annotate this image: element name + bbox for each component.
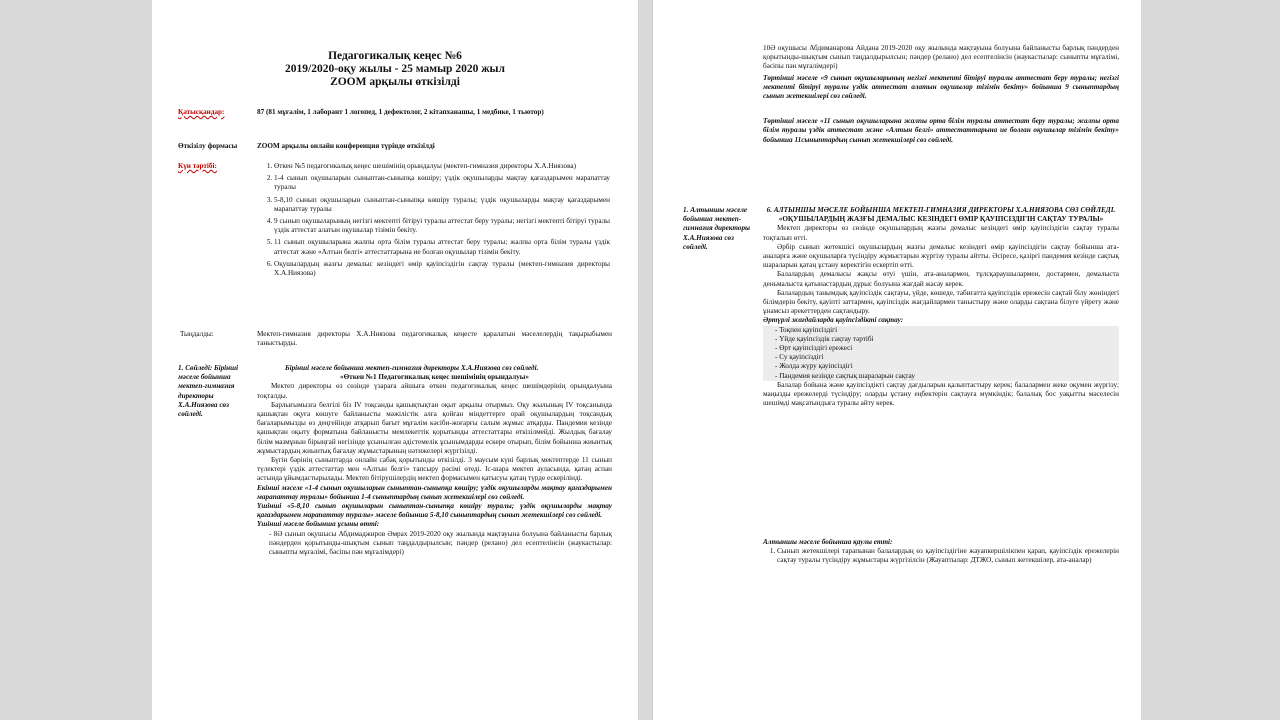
document-page-right — [652, 0, 1141, 720]
section6-after: Балалар бойына және қауіпсіздікті сақтау дағдыларын қалыптастыру керек; балалармен жеке оқумен жүргізу; маңызды ережелерді түсіндіру; оларды ұстану еңбектерін сақтауға мүмкіндік; балалық бос уақытты мәселесін шешімді мақсатындыға туралы айту керек. — [763, 380, 1119, 408]
right-top-block — [763, 44, 1119, 145]
section6-body — [763, 206, 1119, 408]
attendees-label: Қатысқандар: — [178, 108, 225, 116]
title-line-2: 2019/2020-оқу жылы - 25 мамыр 2020 жыл — [285, 63, 505, 75]
section6-paragraph: Мектеп директоры өз сөзінде оқушылардың жазғы демалыс кезіндегі өмір қауіпсіздігін сақтау туралы тоқталып өтті. — [763, 224, 1119, 242]
agenda-item: 2. 1-4 сынып оқушыларын сыныптан-сыныпқа көшіру; үздік оқушыларды мақтау қағаздарымен марапаттау туралы — [274, 174, 610, 192]
safety-list-item: - Өрт қауіпсіздігі ережесі — [775, 344, 1119, 353]
right-paragraph: Төртінші мәселе «9 сынып оқушыларының негізгі мектепті бітіруі туралы аттестат беру туралы; негізгі мектепті бітіруі туралы үздік аттестат алатын оқушылар тізімін бекіту» бойынша 9 сыныптардың сынып жетекшілері сөз сөйледі. — [763, 73, 1119, 101]
right-paragraph: Төртінші мәселе «11 сынып оқушыларына жалпы орта білім туралы аттестат беру туралы; жалпы орта білім туралы үздік аттестат және «Алтын белгі» аттестаттарына ие болған оқушылар тізімін бекіту» бойынша 11сыныптардың сынып жетекшілері сөз сөйледі. — [763, 117, 1119, 144]
format-text: ZOOM арқылы онлайн конференция түрінде өткізілді — [257, 142, 435, 150]
right-paragraph: 10Ә оқушысы Абдиманарова Айдана 2019-2020 оқу жылында мақтауына болуына байланысты барлық пәндерден қорытынды-шықтым сынып таңдалдырылсын; пәндер (релано) дел есептелінсін (жаукастылар: сыныпты мұғалімі, бәсіпы пән мұғалімдері) — [763, 44, 1119, 71]
section6-paragraph: Әртүрлі жағдайларда қауіпсіздікті сақтау: — [763, 316, 904, 325]
section1-paragraph: Барлығымызға белгілі біз IV тоқсанды қашықтықтан оқыт арқылы отырмыз. Оқу жылының IV тоқсанында қашықтан оқуға көшуге байланысты мәжілістік алға қойған міндеттерге орай оқушылардың тоқсандық бағаларымызды өз деңгейінде атқарып бағыт мұғалім кәсіби-жоғарғы салым жұмыс атқарды. Пандемия кезінде қашықтан оқыту форматына байланысты мемлекеттік қорытынды аттестаттары өткізілмейді. Жылдық бағалау білім мазмұнын бірыңғай негізінде ұсынылған әдістемелік ұсынымдарды ескере отырып, білім бойынша жиынтық жұмыстардың жиынтық бағалау жұмыстарының нәтижелері жүргізілді. — [257, 400, 612, 455]
section6-heading: 6. АЛТЫНШЫ МӘСЕЛЕ БОЙЫНША МЕКТЕП-ГИМНАЗИЯ ДИРЕКТОРЫ Х.А.НИЯЗОВА СӨЗ СӨЙЛЕДІ. — [766, 206, 1116, 214]
speaker1-label: 1. Сөйледі: Бірінші мәселе бойынша мектеп-гимназия директоры Х.А.Ниязова сөз сөйледі. — [178, 364, 239, 419]
decision-block — [763, 538, 1119, 569]
section1-paragraph: Екінші мәселе «1-4 сынып оқушыларын сыныптан-сыныпқа көшіру; үздік оқушыларды мақтау қағаздарымен марапаттау туралы» бойынша 1-4 сыныптардың сынып жетекшілері сөз сөйледі. — [257, 483, 612, 501]
section1-bullet: - 8Ә сынып оқушысы Абдимаджиров Әмрах 2019-2020 оқу жылында мақтауына болуына байланысты барлық пәндерден қорытынды-шықтым сынып таңдалдырылсын; пәндер (релано) дел есептелінсін (жаукастылар: сыныпты мұғалімі, бәсіпы пән мұғалімдері) — [269, 530, 612, 558]
section6-paragraph: Балалардың демалысы жақсы өтуі үшін, ата-аналармен, тұлсқараушылармен, достармен, демалыста деньмалыста қатынастардың дұрыс болуына жағдай жасау керек. — [763, 270, 1119, 288]
agenda-item: 5. 11 сынып оқушыларына жалпы орта білім туралы аттестат беру туралы; жалпы орта білім туралы үздік аттестат және «Алтын белгі» аттестаттарына ие болған оқушылар тізімін бекіту. — [274, 238, 610, 256]
agenda-item: 3. 5-8,10 сынып оқушыларын сыныптан-сыныпқа көшіру туралы; үздік оқушыларды мақтау қағаздарымен марапаттау туралы — [274, 196, 610, 214]
agenda-list — [260, 162, 610, 281]
listened-text: Мектеп-гимназия директоры Х.А.Ниязова педагогикалық кеңесте қаралатын мәселелердің тақырыбымен таныстырды. — [257, 330, 612, 348]
listened-label: Тыңдалды: — [180, 330, 214, 338]
agenda-item: 6. Оқушылардың жазғы демалыс кезіндегі өмір қауіпсіздігін сақтау туралы (мектеп-гимназия директоры Х.А.Ниязова) — [274, 260, 610, 278]
agenda-item: 4. 9 сынып оқушыларының негізгі мектепті бітіруі туралы аттестат беру туралы; негізгі мектепті бітіруі туралы үздік аттестат алатын оқушылар тізімін бекіту. — [274, 217, 610, 235]
safety-list-item: - Үйде қауіпсіздік сақтау тәртібі — [775, 335, 1119, 344]
workspace-left — [0, 0, 152, 720]
section6-paragraph: Әрбір сынып жетекшісі оқушылардың жазғы демалыс кезіндегі өмір қауіпсіздігін сақтау бойынша ата-аналарға және оқушыларға түсіндіру жұмыстарын жүргізу туралы айтты. Әсіресе, қазіргі пандемия кезінде сақтық шараларын қатаң ұстану керектігін ескертіп өтті. — [763, 242, 1119, 270]
safety-list — [763, 326, 1119, 381]
agenda-label: Күн тәртібі: — [178, 162, 217, 170]
safety-list-item: - Тоқпен қауіпсіздігі — [775, 326, 1119, 335]
section1-heading: Бірінші мәселе бойынша мектеп-гимназия директоры Х.А.Ниязова сөз сөйледі. — [285, 364, 539, 372]
decision-item: 1. Сынып жетекшілері тарапынан балалардың өз қауіпсіздігіне жауапкершілікпен қарап, қауіпсіздік ережелерін сақтау туралы түсіндіру жұмыстары жүргізілсін (Жауаптылар: ДТЖО, сынып жетекшілер, ата-аналар) — [777, 547, 1119, 565]
section6-subheading: «ОҚУШЫЛАРДЫҢ ЖАЗҒЫ ДЕМАЛЫС КЕЗІНДЕГІ ӨМІР ҚАУІПСІЗДІГІН САҚТАУ ТУРАЛЫ» — [778, 215, 1104, 224]
section6-paragraph: Балалардың танымдық қауіпсіздік сақтауы, үйде, көшеде, табиғатта қауіпсіздік ережесін сақтай білу жөніндегі білімдерін бекіту, қауіпті заттармен, қауіпсіздік жағдайлармен таныстыру және оларды сақтана білуге үйрету және ұнамсыз әрекеттерден сақтандыру. — [763, 288, 1119, 316]
section1-body — [257, 364, 612, 557]
safety-list-item: - Жолда жүру қауіпсіздігі — [775, 362, 1119, 371]
format-label: Өткізілу формасы — [178, 142, 238, 150]
safety-list-item: - Пандемия кезінде сақтық шараларын сақтау — [775, 372, 1119, 381]
agenda-item: 1. Өткен №5 педагогикалық кеңес шешімінің орындалуы (мектеп-гимназия директоры Х.А.Ниязова) — [274, 162, 610, 171]
section1-paragraph: Үшінші «5-8,10 сынып оқушыларын сыныптан-сыныпқа көшіру туралы; үздік оқушыларды мақтау қағаздарымен марапаттау туралы» мәселе бойынша 5-8,10 сыныптардың сынып жетекшілері сөз сөйледі. — [257, 502, 612, 520]
section1-subheading: «Өткен №1 Педагогикалық кеңес шешімінің орындалуы» — [339, 373, 529, 382]
document-page-left — [152, 0, 639, 720]
workspace-right — [1140, 0, 1280, 720]
section1-paragraph: Мектеп директоры өз сөзінде үзараға айшыға өткен педагогикалық кеңес шешімдерінің орындалуына тоқталды. — [257, 382, 612, 400]
attendees-text: 87 (81 мұғалім, 1 лаборант 1 логопед, 1 дефектолог, 2 кітапханашы, 1 медбике, 1 тьютор) — [257, 108, 544, 116]
section1-paragraph: Бүгін бәрінің сыныптарда онлайн сабақ қорытынды өткізілді. 3 маусым күні барлық мектептерде 11 сынып түлектері үздік аттестаттар мен «Алтын белгі» тапсыру рәсімі өтеді. Іс-шара мектеп ауласында, қатаң аспан астында ұйымдастырылады. Мектеп бітірушілердің мектеп формасымен қатысуы қатаң түрде ескерілінді. — [257, 456, 612, 483]
document-title — [172, 50, 618, 89]
decision-heading: Алтыншы мәселе бойынша қаулы етті: — [763, 538, 893, 546]
section1-paragraph: Үшінші мәселе бойынша ұсыны өтті: — [257, 520, 380, 529]
safety-list-item: - Су қауіпсіздігі — [775, 353, 1119, 362]
title-line-3: ZOOM арқылы өткізілді — [330, 76, 460, 88]
speaker6-label: 1. Алтыншы мәселе бойынша мектеп-гимназия директоры Х.А.Ниязова сөз сөйледі. — [683, 206, 751, 251]
page-gap — [638, 0, 652, 720]
title-line-1: Педагогикалық кеңес №6 — [328, 50, 462, 62]
